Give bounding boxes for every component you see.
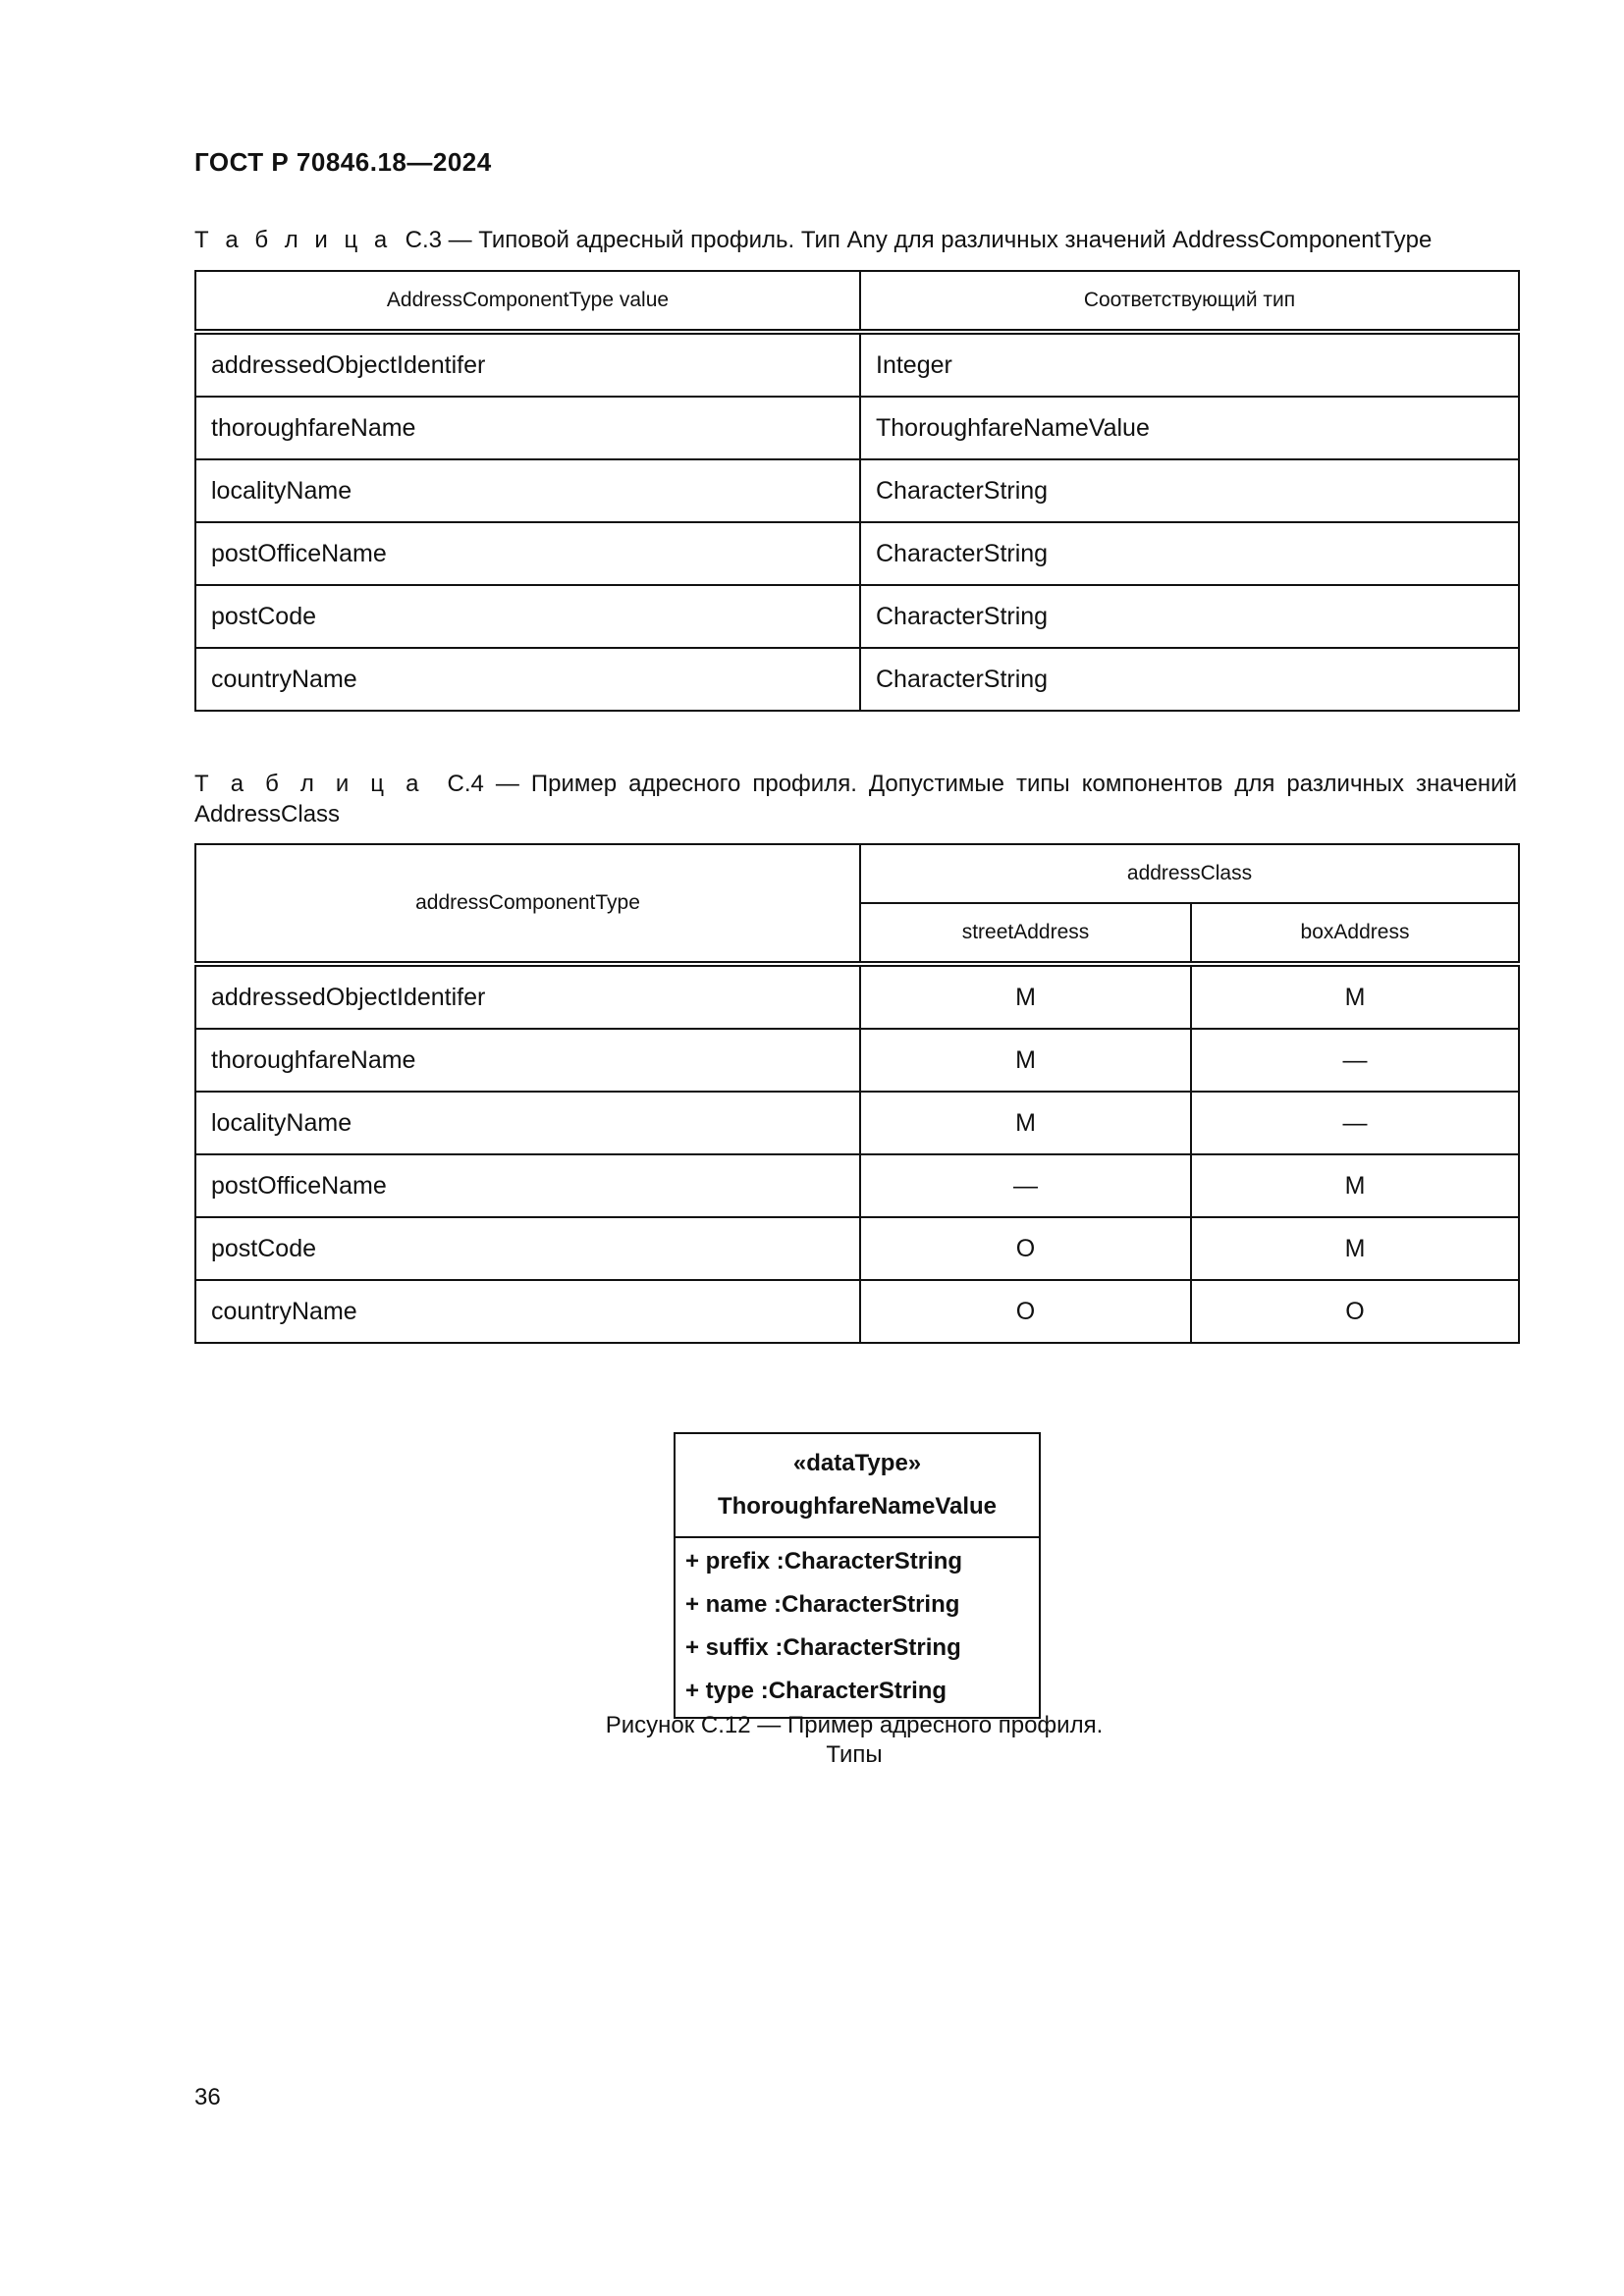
table-row: [195, 397, 1519, 459]
table-cell: postOfficeName: [195, 522, 860, 585]
table-c3-caption-prefix: Т а б л и ц а: [194, 227, 393, 253]
table-cell: —: [1191, 1029, 1519, 1092]
uml-attribute-list: [676, 1538, 1039, 1717]
table-cell: CharacterString: [860, 459, 1519, 522]
uml-class-box: [674, 1432, 1041, 1719]
table-cell: postOfficeName: [195, 1154, 860, 1217]
uml-attribute: + suffix :CharacterString: [685, 1634, 961, 1661]
document-header: ГОСТ Р 70846.18—2024: [194, 147, 492, 177]
table-cell: —: [1191, 1092, 1519, 1154]
table-cell: —: [860, 1154, 1191, 1217]
table-c4-caption-prefix: Т а б л и ц а: [194, 771, 424, 797]
table-row: [195, 1280, 1519, 1343]
table-row: [195, 585, 1519, 648]
table-c3-caption-text: С.3 — Типовой адресный профиль. Тип Any для различных значений AddressComponentType: [405, 227, 1433, 253]
table-cell: M: [860, 964, 1191, 1029]
table-c3: [194, 270, 1520, 712]
table-cell: postCode: [195, 585, 860, 648]
table-cell: O: [860, 1217, 1191, 1280]
figure-caption-line-2: Типы: [826, 1741, 883, 1768]
figure-caption: [530, 1711, 1178, 1770]
uml-attribute: + type :CharacterString: [685, 1678, 947, 1704]
table-c4-header-box-address: boxAddress: [1191, 903, 1519, 964]
table-cell: thoroughfareName: [195, 397, 860, 459]
table-c4: [194, 843, 1520, 1344]
table-cell: M: [1191, 1154, 1519, 1217]
uml-class-name: ThoroughfareNameValue: [717, 1493, 998, 1520]
table-c4-header-row-1: [195, 844, 1519, 903]
table-c4-caption: [194, 769, 1517, 829]
table-cell: localityName: [195, 1092, 860, 1154]
uml-attribute: + prefix :CharacterString: [685, 1548, 963, 1575]
table-row: [195, 1092, 1519, 1154]
table-cell: countryName: [195, 648, 860, 711]
table-row: [195, 1217, 1519, 1280]
table-cell: Integer: [860, 332, 1519, 397]
table-c3-header-type: Соответствующий тип: [860, 271, 1519, 332]
table-c4-caption-text: С.4 — Пример адресного профиля. Допустимые типы компонентов для различных значений AddressClass: [194, 771, 1517, 828]
table-c4-header-component: addressComponentType: [195, 844, 860, 964]
table-cell: ThoroughfareNameValue: [860, 397, 1519, 459]
table-cell: CharacterString: [860, 585, 1519, 648]
table-cell: M: [860, 1092, 1191, 1154]
table-c3-header-value: AddressComponentType value: [195, 271, 860, 332]
table-cell: postCode: [195, 1217, 860, 1280]
table-cell: M: [1191, 964, 1519, 1029]
table-row: [195, 332, 1519, 397]
table-cell: O: [860, 1280, 1191, 1343]
table-row: [195, 459, 1519, 522]
table-cell: M: [1191, 1217, 1519, 1280]
table-cell: CharacterString: [860, 522, 1519, 585]
table-row: [195, 648, 1519, 711]
table-row: [195, 1154, 1519, 1217]
uml-stereotype: «dataType»: [792, 1450, 922, 1476]
table-row: [195, 964, 1519, 1029]
table-cell: thoroughfareName: [195, 1029, 860, 1092]
uml-attribute: + name :CharacterString: [685, 1591, 960, 1618]
table-cell: localityName: [195, 459, 860, 522]
table-cell: CharacterString: [860, 648, 1519, 711]
figure-caption-line-1: Рисунок С.12 — Пример адресного профиля.: [605, 1712, 1104, 1738]
table-cell: countryName: [195, 1280, 860, 1343]
table-c4-header-street-address: streetAddress: [860, 903, 1191, 964]
table-c4-header-address-class: addressClass: [860, 844, 1519, 903]
table-c3-header-row: [195, 271, 1519, 332]
table-c3-caption: [194, 225, 1517, 255]
table-cell: M: [860, 1029, 1191, 1092]
table-cell: addressedObjectIdentifer: [195, 964, 860, 1029]
table-cell: O: [1191, 1280, 1519, 1343]
table-row: [195, 1029, 1519, 1092]
table-cell: addressedObjectIdentifer: [195, 332, 860, 397]
uml-class-header: [676, 1434, 1039, 1538]
table-row: [195, 522, 1519, 585]
page-number: 36: [194, 2084, 221, 2110]
